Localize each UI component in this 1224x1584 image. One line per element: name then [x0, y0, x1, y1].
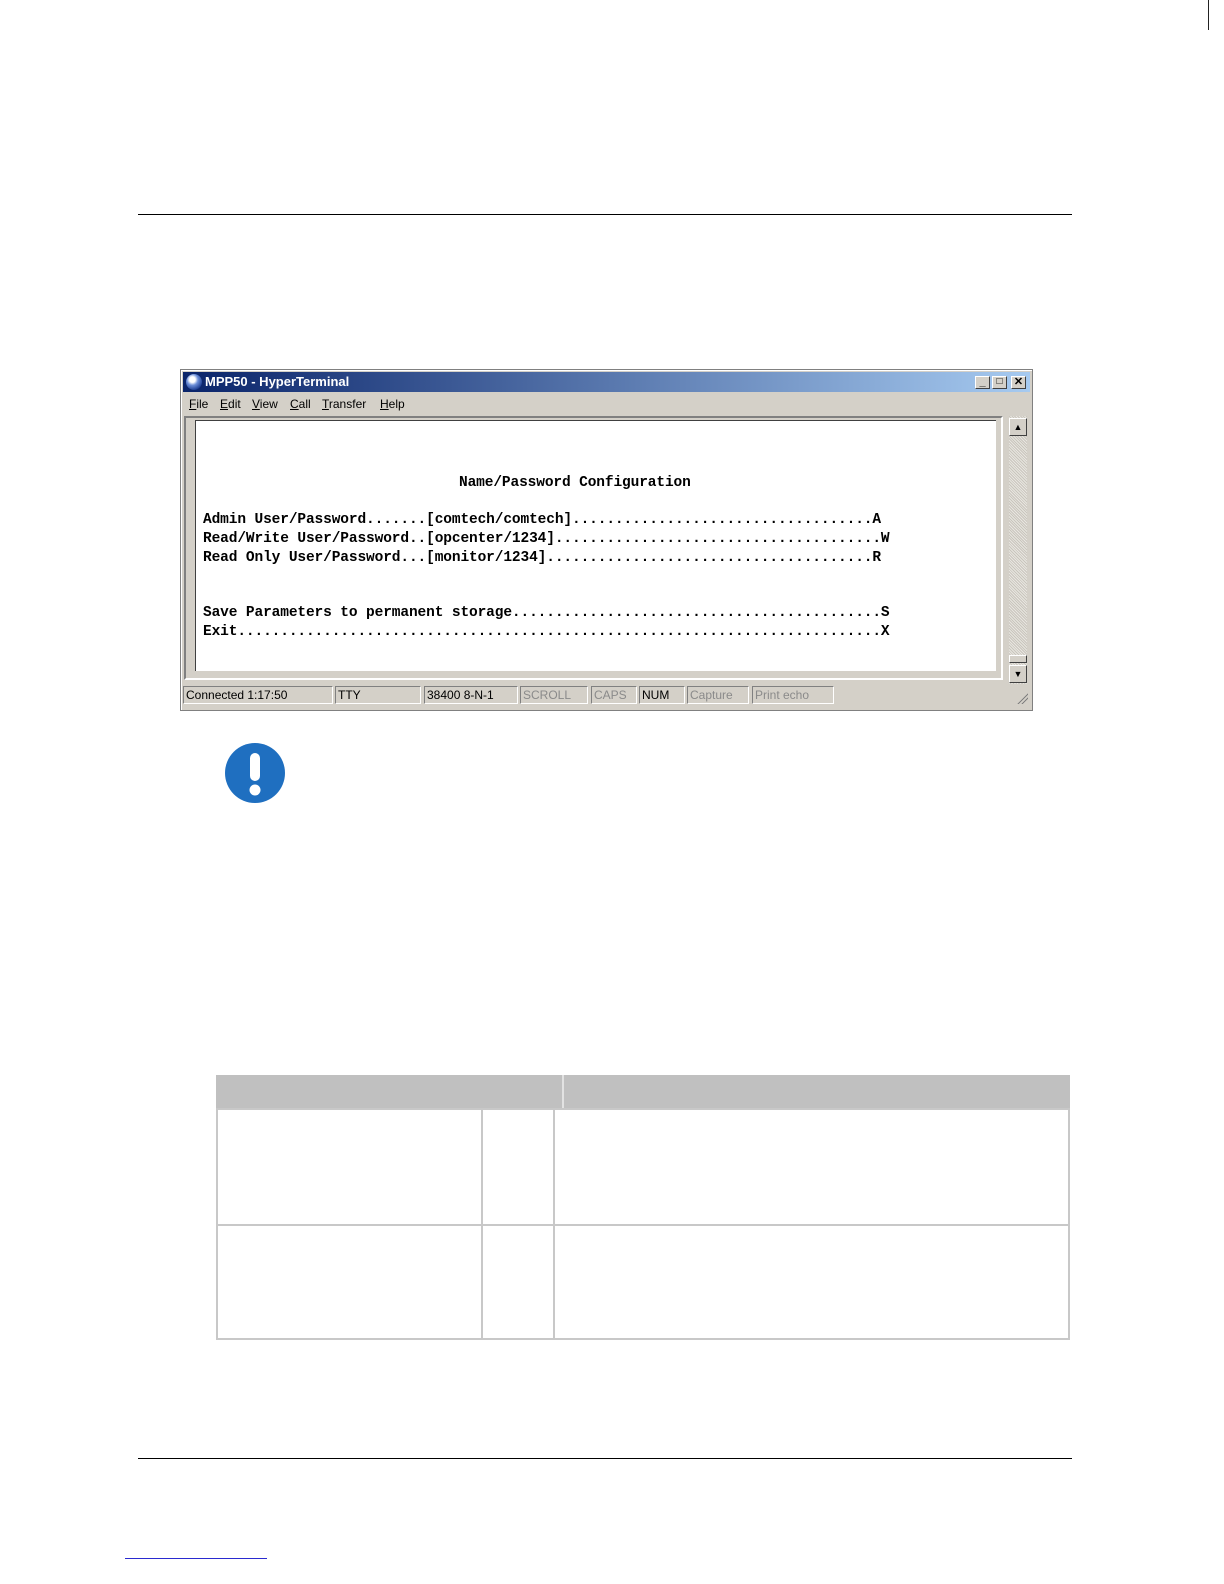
status-port: 38400 8-N-1 [424, 686, 518, 704]
footer-link-underline[interactable] [125, 1558, 267, 1559]
status-caps: CAPS [591, 686, 637, 704]
page-edge-line [1208, 0, 1209, 30]
close-button[interactable]: ✕ [1011, 376, 1026, 389]
status-emulation: TTY [335, 686, 421, 704]
menu-view[interactable]: View [252, 397, 278, 411]
resize-grip-icon[interactable] [1016, 692, 1028, 704]
menu-transfer[interactable]: Transfer [322, 397, 367, 411]
table-cell [553, 1108, 1070, 1226]
scroll-up-button[interactable]: ▲ [1009, 418, 1027, 436]
terminal-line-admin: Admin User/Password.......[comtech/comtech]...................................A [203, 512, 881, 528]
vertical-scrollbar[interactable] [1009, 416, 1027, 684]
scroll-thumb[interactable] [1009, 655, 1027, 663]
terminal-line-exit: Exit...........................................................................X [203, 624, 890, 640]
header-rule [138, 214, 1072, 215]
hyperterminal-app-icon [186, 374, 202, 390]
table-header [216, 1075, 1070, 1108]
minimize-button[interactable]: _ [975, 376, 990, 389]
scroll-down-button[interactable]: ▼ [1009, 665, 1027, 683]
status-connected: Connected 1:17:50 [183, 686, 333, 704]
status-capture: Capture [687, 686, 749, 704]
menu-help[interactable]: Help [380, 397, 405, 411]
table-cell [553, 1224, 1070, 1340]
table-cell [481, 1224, 555, 1340]
table-cell [216, 1108, 483, 1226]
options-table [216, 1075, 1070, 1340]
footer-rule [138, 1458, 1072, 1459]
title-bar[interactable] [183, 372, 1030, 392]
status-bar [183, 686, 1030, 706]
terminal-heading: Name/Password Configuration [459, 475, 691, 491]
terminal-line-readonly: Read Only User/Password...[monitor/1234]......................................R [203, 550, 881, 566]
terminal-line-readwrite: Read/Write User/Password..[opcenter/1234]......................................W [203, 531, 890, 547]
table-cell [481, 1108, 555, 1226]
terminal-screen[interactable] [195, 420, 996, 671]
table-cell [216, 1224, 483, 1340]
hyperterminal-window [180, 369, 1033, 711]
table-header-divider [562, 1075, 564, 1108]
maximize-button[interactable]: □ [992, 376, 1007, 389]
status-scroll: SCROLL [520, 686, 588, 704]
window-title: MPP50 - HyperTerminal [205, 374, 350, 389]
terminal-line-save: Save Parameters to permanent storage...........................................S [203, 605, 890, 621]
status-print-echo: Print echo [752, 686, 834, 704]
menu-call[interactable]: Call [290, 397, 311, 411]
menu-file[interactable]: File [189, 397, 209, 411]
menu-edit[interactable]: Edit [220, 397, 241, 411]
exclamation-circle-icon [224, 742, 286, 804]
status-num: NUM [639, 686, 685, 704]
